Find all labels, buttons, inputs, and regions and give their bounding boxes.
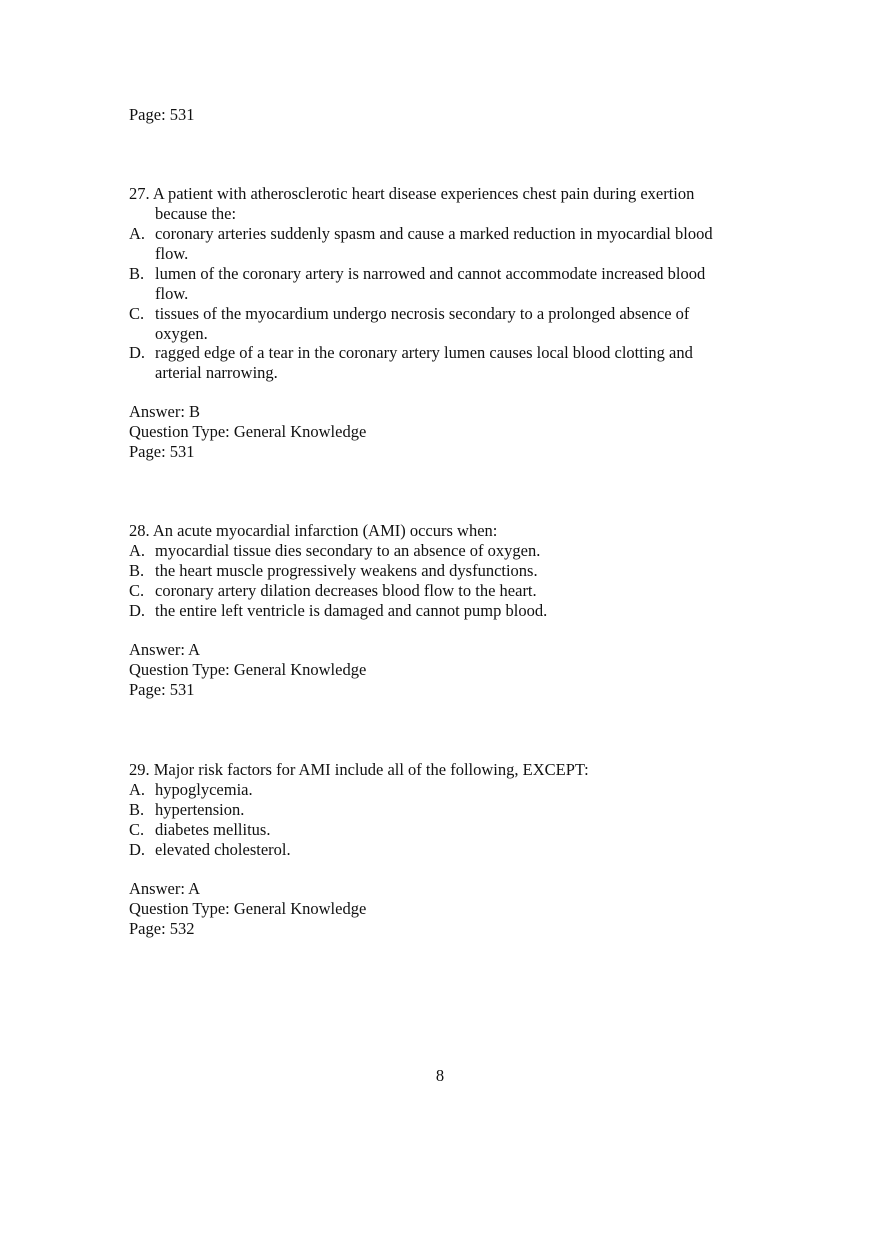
question-type: Question Type: General Knowledge — [129, 660, 367, 679]
option-text: lumen of the coronary artery is narrowed and cannot accommodate increased blood — [155, 264, 706, 283]
option-text: coronary artery dilation decreases blood flow to the heart. — [155, 581, 537, 600]
option-text: diabetes mellitus. — [155, 820, 271, 839]
answer: Answer: A — [129, 879, 201, 898]
option-letter: C. — [129, 820, 145, 839]
header-page-reference: Page: 531 — [129, 105, 195, 124]
page-reference: Page: 531 — [129, 680, 195, 699]
option-text-continued: flow. — [155, 284, 189, 303]
option-letter: A. — [129, 541, 146, 560]
option-text-continued: flow. — [155, 244, 189, 263]
option-text: elevated cholesterol. — [155, 840, 291, 859]
page-reference: Page: 532 — [129, 919, 195, 938]
question-stem: 29. Major risk factors for AMI include all of the following, EXCEPT: — [129, 760, 589, 779]
option-text: tissues of the myocardium undergo necrosis secondary to a prolonged absence of — [155, 304, 690, 323]
option-letter: A. — [129, 780, 146, 799]
question-stem: 28. An acute myocardial infarction (AMI) occurs when: — [129, 521, 498, 540]
question-type: Question Type: General Knowledge — [129, 899, 367, 918]
question-stem-continued: because the: — [155, 204, 237, 223]
option-text: hypoglycemia. — [155, 780, 253, 799]
option-letter: D. — [129, 840, 146, 859]
option-text: ragged edge of a tear in the coronary artery lumen causes local blood clotting and — [155, 343, 693, 362]
option-text-continued: oxygen. — [155, 324, 208, 343]
option-text: the entire left ventricle is damaged and cannot pump blood. — [155, 601, 548, 620]
option-letter: A. — [129, 224, 146, 243]
option-letter: D. — [129, 343, 146, 362]
option-letter: D. — [129, 601, 146, 620]
option-letter: B. — [129, 264, 145, 283]
option-letter: C. — [129, 581, 145, 600]
option-text: myocardial tissue dies secondary to an absence of oxygen. — [155, 541, 541, 560]
answer: Answer: B — [129, 402, 201, 421]
option-letter: B. — [129, 800, 145, 819]
option-text: hypertension. — [155, 800, 245, 819]
page-number: 8 — [435, 1066, 445, 1085]
option-letter: B. — [129, 561, 145, 580]
question-type: Question Type: General Knowledge — [129, 422, 367, 441]
option-letter: C. — [129, 304, 145, 323]
option-text: coronary arteries suddenly spasm and cause a marked reduction in myocardial blood — [155, 224, 713, 243]
answer: Answer: A — [129, 640, 201, 659]
option-text-continued: arterial narrowing. — [155, 363, 278, 382]
option-text: the heart muscle progressively weakens and dysfunctions. — [155, 561, 538, 580]
question-stem: 27. A patient with atherosclerotic heart disease experiences chest pain during exertion — [129, 184, 695, 203]
page-reference: Page: 531 — [129, 442, 195, 461]
